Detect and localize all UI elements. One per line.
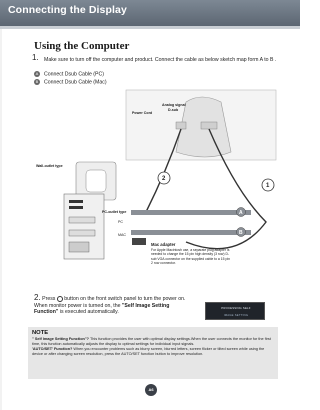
port-b: B [239,230,243,236]
label-power-cord: Power Cord [132,111,153,115]
power-port [176,122,186,129]
section-title: Using the Computer [34,40,130,52]
pc-port-2 [69,206,83,209]
cable-a [131,210,251,215]
label-pc: PC [118,220,123,224]
note-item: 'AUTO/SET' Function? When you encounter problems such as blurry screen, blurred letters, screen flicker or tilted screen while using the device or after changing screen resolution, press the AUTO/SET function button to improve resolution. [32,347,265,357]
step-1-number: 1. [32,53,39,62]
pc-port-1 [69,200,83,203]
step-1 [32,53,284,63]
label-dsub: D-sub [168,108,179,112]
option-a-label: Connect Dsub Cable (PC) [44,71,104,78]
step-2-text-end: is executed automatically. [58,309,119,316]
option-a-marker: A [35,71,39,76]
port-a: A [239,210,243,216]
pc-vga-2 [69,230,95,236]
option-b-label: Connect Dsub Cable (Mac) [44,79,107,86]
label-mac-adapter: Mac adapter [151,242,176,247]
header-title: Connecting the Display [8,4,127,16]
label-mac: MAC [118,233,126,237]
label-pc-outlet: PC-outlet type [102,210,127,214]
page-header [0,0,300,26]
connection-illustration [36,82,286,292]
step-2-bold: "Self Image Setting Function" [34,302,170,316]
callout-1: 1 [266,183,270,189]
note-item: " Self Image Setting Function"? This function provides the user with optimal display settings.When the user connects the monitor for the first time, this function automatically adjusts the display to optimal settings for individual input signals. [32,337,271,346]
pc-slots [69,242,89,252]
step-1-text: Make sure to turn off the computer and product. Connect the cable as below sketch map form A to B . [44,57,277,63]
label-wall-outlet: Wall-outlet type [36,164,63,168]
mac-adapter [132,238,146,245]
osd-line-2: IMAGE SETTING [223,313,249,317]
mac-adapter-text: For Apple Macintosh use, a separate plug adapter is needed to change the 15 pin high density (3 row) D-sub VGA connector on the supplied cable to a 15 pin 2 row connector. [151,248,230,266]
step-2-number: 2. [34,293,41,302]
osd-message-box [205,302,265,320]
step-2-text-before: Press [42,296,56,302]
page-edge [0,29,2,410]
osd-line-1: PROCESSING SELF [221,306,251,310]
option-a [34,71,104,77]
option-b-marker: B [35,79,39,84]
cable-b [131,230,251,235]
dsub-port [201,122,217,129]
step-2-text-after: button on the front switch panel to turn the power on. When monitor power is turned on, the [34,296,186,309]
page-number: A6 [145,384,157,396]
callout-2: 2 [162,176,166,182]
note-heading: NOTE [32,330,49,336]
pc-vga [69,217,95,223]
label-analog-signal: Analog signal [162,103,186,107]
wall-socket [86,170,106,192]
header-divider [0,26,300,29]
note-box [28,327,278,379]
step-2 [34,295,194,316]
